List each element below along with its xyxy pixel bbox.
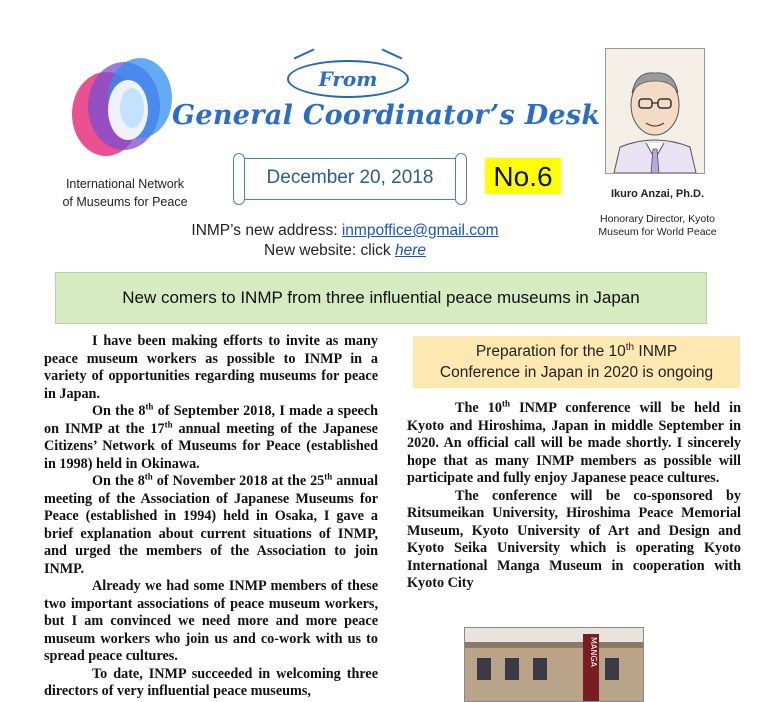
paragraph: On the 8th of September 2018, I made a speech on INMP at the 17th annual meeting of the Japanese Citizens’ Network of Museums for Peace (established in 1998) held in Okinawa. (44, 401, 378, 472)
author-portrait (605, 48, 705, 174)
manga-sign: MANGA (589, 636, 598, 668)
paragraph: On the 8th of November 2018 at the 25th annual meeting of the Association of Japanese Museums for Peace (established in 1994) held in Osaka, I gave a brief explanation about current situations of INMP, and urged the members of the Association to join INMP. (44, 471, 379, 577)
paragraph: To date, INMP succeeded in welcoming three directors of very influential peace museums, (44, 665, 378, 699)
address-line (120, 222, 570, 240)
left-column (44, 333, 378, 701)
author-title-line2: Museum for World Peace (598, 226, 717, 238)
headline-banner: New comers to INMP from three influential peace museums in Japan (55, 272, 707, 324)
website-link[interactable]: here (394, 242, 426, 259)
email-link[interactable]: inmpoffice@gmail.com (341, 222, 499, 239)
page-title: General Coordinator’s Desk (172, 100, 601, 131)
paragraph: Already we had some INMP members of these two important associations of peace museum workers, but I am convinced we need more and more peace museum workers who join us and co-work with us to spread peace cultures. (44, 578, 378, 664)
right-column (407, 400, 741, 593)
issue-date: December 20, 2018 (266, 167, 434, 188)
paragraph: The conference will be co-sponsored by Ritsumeikan University, Hiroshima Peace Memorial Museum, Kyoto University of Art and Design and Kyoto Seika University which is operating Kyoto International Manga Museum in cooperation with Kyoto City (407, 487, 741, 591)
manga-museum-photo (464, 627, 644, 702)
conference-box-line2: Conference in Japan in 2020 is ongoing (439, 364, 714, 381)
author-title-line1: Honorary Director, Kyoto (600, 213, 715, 225)
conference-box-line1: Preparation for the 10th INMP (475, 341, 678, 360)
from-label: From (287, 60, 409, 98)
issue-number: No.6 (485, 158, 561, 194)
org-name (40, 175, 210, 211)
address-label: INMP’s new address: (191, 222, 342, 239)
inmp-logo (66, 46, 176, 166)
paragraph: I have been making efforts to invite as many peace museum workers as possible to INMP in a variety of opportunities regarding museums for peace in Japan. (44, 333, 378, 402)
org-name-line2: of Museums for Peace (62, 195, 188, 209)
author-title (580, 213, 735, 239)
author-name: Ikuro Anzai, Ph.D. (610, 188, 705, 200)
website-line (120, 242, 570, 260)
paragraph: The 10th INMP conference will be held in Kyoto and Hiroshima, Japan in middle September in 2020. An official call will be made shortly. I sincerely hope that as many INMP members as possible will participate and fully enjoy Japanese peace cultures. (407, 398, 741, 486)
conference-box (413, 336, 740, 388)
date-scroll (238, 158, 462, 200)
website-label: New website: click (264, 242, 395, 259)
org-name-line1: International Network (65, 177, 185, 191)
